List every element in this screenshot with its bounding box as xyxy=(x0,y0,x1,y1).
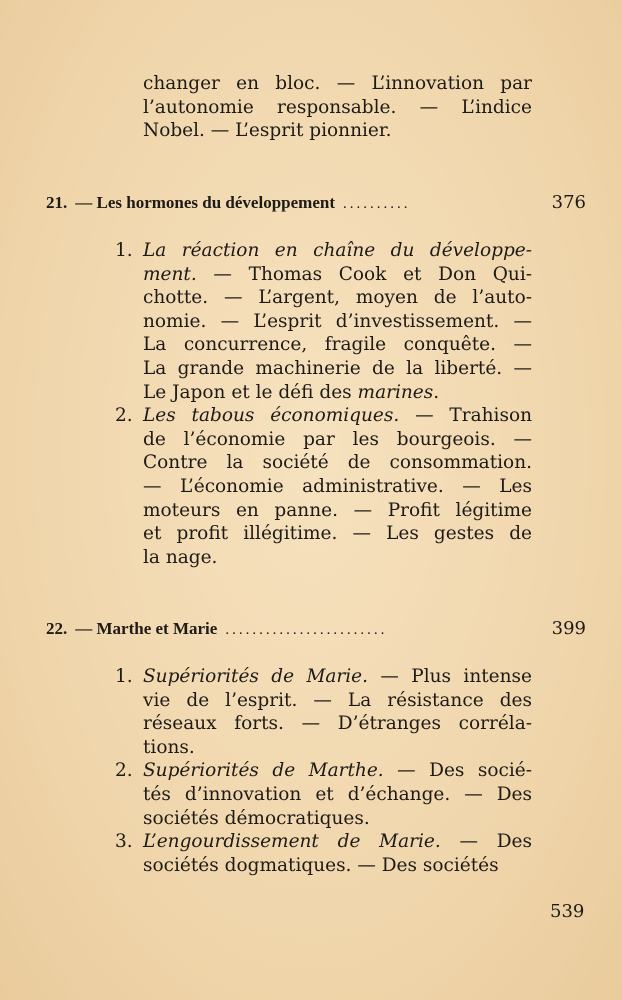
text-line xyxy=(143,499,532,523)
section-item xyxy=(115,404,532,569)
chapter-21-heading xyxy=(46,190,586,216)
text-segment: de l’économie par les bourgeois. — xyxy=(143,428,532,450)
chapter-title: — Marthe et Marie xyxy=(75,619,218,638)
text-segment: — L’économie administrative. — Les xyxy=(143,475,532,497)
text-segment: — Plus intense xyxy=(368,666,532,687)
text-line xyxy=(143,286,532,310)
text-line: changer en bloc. — L’innovation par xyxy=(143,73,532,94)
text-line xyxy=(143,736,532,760)
text-line xyxy=(143,522,532,546)
chapter-21-contents xyxy=(115,239,532,569)
intro-paragraph xyxy=(143,72,532,143)
chapter-page-number: 399 xyxy=(551,618,586,639)
italic-text: marines xyxy=(357,381,434,403)
text-segment: La concurrence, fragile conquête. — xyxy=(143,334,532,356)
text-line xyxy=(143,689,532,713)
leader-dots: .......... xyxy=(342,196,411,212)
section-number: 2. xyxy=(115,760,133,782)
page-folio: 539 xyxy=(550,901,585,922)
section-item xyxy=(115,239,532,404)
text-segment: et profit illégitime. — Les gestes de xyxy=(143,523,532,545)
text-segment: nomie. — L’esprit d’investissement. — xyxy=(143,310,532,332)
italic-text: Supériorités de Marthe. xyxy=(143,760,384,782)
text-line xyxy=(143,239,532,263)
text-segment: — Trahison xyxy=(399,405,532,427)
text-segment: tions. xyxy=(143,736,195,758)
text-line xyxy=(143,381,532,405)
text-segment: La grande machinerie de la liberté. — xyxy=(143,357,532,379)
text-segment: la nage. xyxy=(143,546,218,568)
text-segment: — Thomas Cook et Don Qui- xyxy=(196,263,532,285)
text-segment: vie de l’esprit. — La résistance des xyxy=(143,689,532,711)
text-line xyxy=(143,357,532,381)
text-line xyxy=(143,546,532,570)
text-segment: sociétés dogmatiques. — Des sociétés xyxy=(143,854,499,876)
italic-text: L’engourdissement de Marie. xyxy=(143,831,441,853)
chapter-number: 21. xyxy=(46,193,68,212)
text-line xyxy=(143,854,532,878)
section-item xyxy=(115,830,532,877)
chapter-number: 22. xyxy=(46,619,68,638)
section-item xyxy=(115,665,532,759)
italic-text: ment. xyxy=(143,263,197,285)
chapter-22-heading xyxy=(46,616,586,642)
text-line xyxy=(143,263,532,287)
text-line xyxy=(143,783,532,807)
text-line xyxy=(143,428,532,452)
text-line xyxy=(143,333,532,357)
text-segment: sociétés démocratiques. xyxy=(143,807,370,829)
text-line xyxy=(143,475,532,499)
text-segment: — Des socié- xyxy=(383,760,532,782)
text-line: Nobel. — L’esprit pionnier. xyxy=(143,120,392,142)
text-segment: . xyxy=(433,381,440,403)
chapter-title: — Les hormones du développement xyxy=(75,193,335,212)
section-number: 1. xyxy=(115,240,133,261)
text-line xyxy=(143,807,532,831)
section-number: 1. xyxy=(115,666,133,687)
text-line: l’autonomie responsable. — L’indice xyxy=(143,96,532,118)
italic-text: La réaction en chaîne du développe- xyxy=(143,240,532,261)
italic-text: Les tabous économiques. xyxy=(143,405,400,427)
chapter-22-contents xyxy=(115,665,532,877)
leader-dots: ........................ xyxy=(225,622,388,638)
text-line xyxy=(143,404,532,428)
text-line xyxy=(143,310,532,334)
text-line xyxy=(143,665,532,689)
chapter-page-number: 376 xyxy=(551,192,586,213)
section-number: 2. xyxy=(115,405,133,427)
text-segment: tés d’innovation et d’échange. — Des xyxy=(143,783,532,805)
text-segment: chotte. — L’argent, moyen de l’auto- xyxy=(143,287,532,309)
text-segment: — Des xyxy=(440,831,532,853)
text-segment: réseaux forts. — D’étranges corréla- xyxy=(143,713,532,735)
section-number: 3. xyxy=(115,831,133,853)
text-segment: Le Japon et le défi des xyxy=(143,381,358,403)
text-segment: moteurs en panne. — Profit légitime xyxy=(143,499,532,521)
italic-text: Supériorités de Marie. xyxy=(143,666,369,687)
text-segment: Contre la société de consommation. xyxy=(143,452,532,474)
text-line xyxy=(143,759,532,783)
text-line xyxy=(143,712,532,736)
section-item xyxy=(115,759,532,830)
text-line xyxy=(143,830,532,854)
text-line xyxy=(143,451,532,475)
